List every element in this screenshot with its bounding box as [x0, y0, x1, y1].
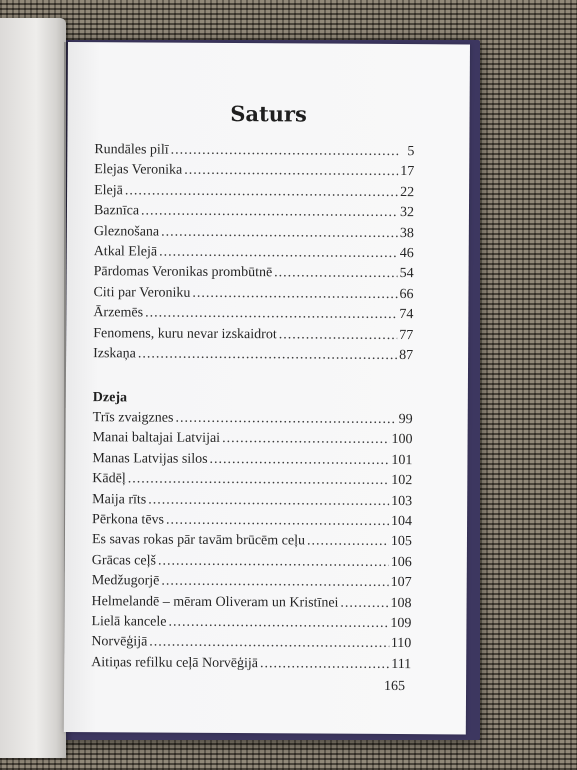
section-heading: Dzeja: [92, 390, 128, 406]
toc-entry-label: Izskaņa: [93, 346, 136, 362]
toc-entry-page: 87: [399, 347, 414, 364]
toc-entry: [92, 471, 412, 493]
toc-entry: [94, 224, 414, 246]
left-page: [0, 18, 66, 758]
toc-entry: [91, 655, 411, 677]
toc-entry-label: Rundāles pilī: [94, 142, 169, 158]
toc-entry-page: 74: [399, 307, 414, 323]
dot-leader: [279, 327, 398, 344]
toc-entry-page: 38: [399, 225, 414, 241]
dot-leader: [125, 183, 398, 201]
toc-entry-label: Atkal Elejā: [93, 244, 158, 260]
dot-leader: [222, 431, 390, 448]
dot-leader: [210, 452, 390, 469]
toc-entry: [91, 614, 411, 636]
toc-entry: [94, 183, 414, 205]
dot-leader: [149, 635, 389, 652]
toc-entry-label: Maija rīts: [92, 491, 147, 508]
toc-entry-page: 109: [390, 615, 412, 632]
toc-entry: [92, 512, 412, 534]
dot-leader: [274, 266, 397, 283]
toc-entry-label: Es savas rokas pār tavām brūcēm ceļu: [91, 532, 306, 549]
page-title: Saturs: [230, 100, 307, 127]
toc-entry-label: Lielā kancele: [91, 614, 167, 630]
toc-entry-label: Fenomens, kuru nevar izskaidrot: [93, 325, 277, 342]
toc-entry: [94, 203, 414, 225]
toc-entry-page: 5: [407, 144, 415, 160]
toc-entry-label: Norvēģijā: [91, 634, 148, 650]
toc-entry: [92, 573, 412, 595]
toc-entry-label: Grācas ceļš: [91, 552, 157, 569]
toc-entry: [94, 163, 414, 185]
toc-entry: [92, 594, 412, 616]
dot-leader: [148, 492, 389, 509]
dot-leader: [307, 534, 389, 551]
toc-entry-page: 66: [399, 286, 414, 302]
dot-leader: [192, 285, 397, 302]
toc-entry-page: 102: [391, 473, 413, 489]
toc-entry-page: 104: [391, 513, 413, 530]
toc-entry: [92, 532, 412, 554]
dot-leader: [171, 143, 399, 160]
toc-entry-page: 106: [390, 554, 412, 570]
dot-leader: [128, 472, 390, 490]
toc-entry-page: 54: [399, 266, 414, 282]
toc-entry: [94, 265, 414, 287]
toc-entry-label: Kādēļ: [92, 471, 126, 487]
dot-leader: [161, 224, 398, 241]
dot-leader: [159, 245, 398, 262]
toc-entry-label: Elejas Veronika: [94, 162, 183, 179]
dot-leader: [141, 204, 398, 222]
dot-leader: [175, 411, 396, 428]
toc-entry-label: Trīs zvaigznes: [92, 410, 174, 426]
toc-entry-page: 22: [400, 184, 415, 200]
toc-entry-label: Baznīca: [93, 203, 140, 219]
dot-leader: [184, 163, 398, 180]
toc-entry: [94, 142, 414, 164]
toc-entry-label: Elejā: [94, 182, 123, 199]
toc-entry-label: Pērkona tēvs: [92, 512, 165, 528]
toc-entry: [91, 634, 411, 656]
toc-entry-page: 100: [391, 432, 413, 448]
toc-entry-page: 103: [391, 493, 413, 509]
dot-leader: [138, 346, 397, 364]
toc-entry-label: Pārdomas Veronikas prombūtnē: [93, 264, 273, 281]
toc-entry-page: 77: [399, 327, 414, 343]
dot-leader: [340, 595, 388, 611]
dot-leader: [158, 553, 389, 570]
toc-poetry-list: [91, 410, 413, 677]
toc-entry: [93, 285, 413, 307]
dot-leader: [168, 615, 388, 632]
toc-entry-page: 110: [390, 636, 412, 652]
dot-leader: [161, 574, 388, 591]
toc-entry: [93, 346, 413, 368]
dot-leader: [260, 656, 389, 673]
toc-entry: [92, 553, 412, 575]
toc-entry-page: 108: [390, 595, 412, 611]
toc-prose-list: [93, 142, 414, 368]
toc-entry: [93, 410, 413, 432]
right-page: [64, 42, 470, 734]
toc-entry-page: 99: [398, 412, 413, 428]
toc-entry-label: Citi par Veroniku: [93, 284, 191, 301]
toc-entry-page: 107: [390, 575, 412, 591]
toc-entry-page: 111: [391, 656, 412, 672]
toc-entry-page: 101: [391, 452, 413, 468]
toc-entry: [94, 244, 414, 266]
toc-entry-page: 105: [390, 534, 412, 550]
dot-leader: [166, 513, 389, 530]
toc-entry-page: 32: [399, 205, 415, 221]
toc-entry-label: Aitiņas refilku ceļā Norvēģijā: [91, 654, 259, 671]
toc-entry-label: Ārzemēs: [93, 305, 144, 321]
toc-entry: [93, 326, 413, 348]
page-number: 165: [384, 678, 406, 695]
toc-entry-label: Manas Latvijas silos: [92, 450, 208, 467]
toc-entry-label: Gleznošana: [93, 223, 160, 240]
toc-entry: [92, 492, 412, 514]
toc-entry-label: Medžugorjē: [91, 573, 160, 589]
toc-entry-page: 46: [399, 245, 414, 262]
toc-entry: [93, 431, 413, 453]
toc-entry-label: Helmelandē – mēram Oliveram un Kristīnei: [91, 593, 339, 611]
toc-entry: [93, 305, 413, 327]
toc-entry-page: 17: [400, 164, 415, 180]
toc-entry-label: Manai baltajai Latvijai: [92, 430, 221, 447]
toc-entry: [92, 451, 412, 473]
dot-leader: [145, 306, 397, 324]
